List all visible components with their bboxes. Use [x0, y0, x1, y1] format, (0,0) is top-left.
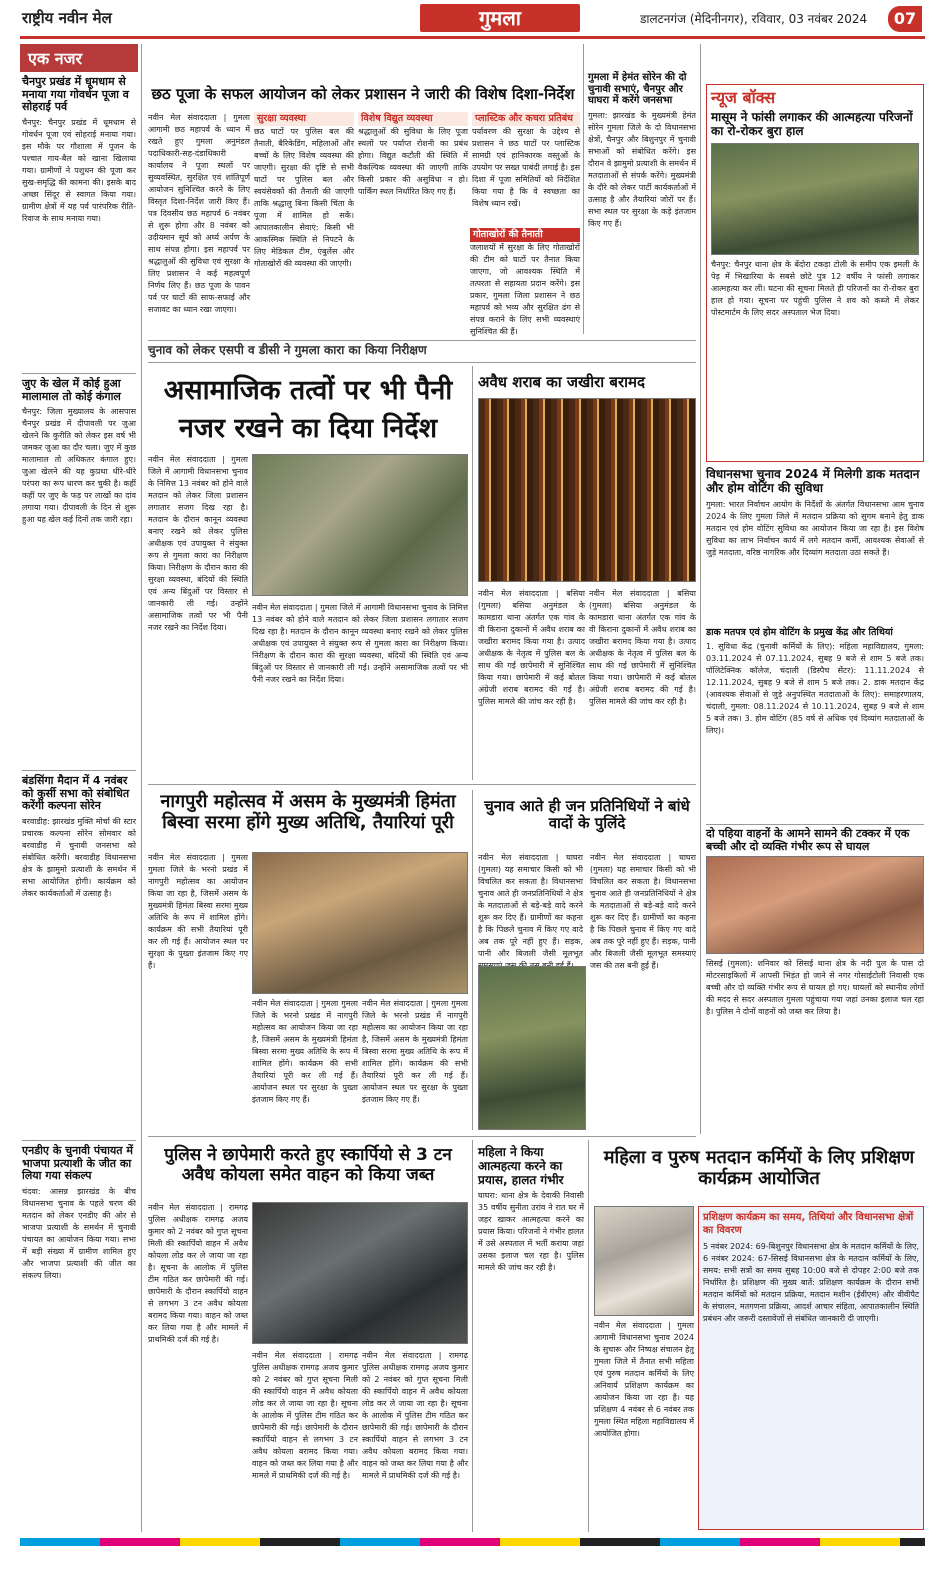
paper-name: राष्ट्रीय नवीन मेल: [22, 9, 112, 27]
prashikshan-box-title: प्रशिक्षण कार्यक्रम का समय, तिथियां और विधानसभा क्षेत्रों का विवरण: [703, 1212, 914, 1236]
hemant-story: [588, 72, 696, 334]
hemant-headline: गुमला में हेमंत सोरेन की दो चुनावी सभाएं, चैनपुर और घाघरा में करेंगे जनसभा: [588, 72, 687, 106]
takkar-story: [706, 828, 924, 1132]
top-story-sub1: [254, 112, 354, 336]
brief-body: चैनपुर: जिला मुख्यालय के आसपास चैनपुर प्रखंड में दीपावली पर जुआ खेलने कि कुरीति को लेकर इस वर्ष भी जमकर जुआ का दौर चला। जुए में कुछ मालामाल तो अधिकतर कंगाल हुए। जुआ खेलने की यह कुप्रथा धीरे-धीरे परंपरा का रूप धारण कर चुकी है। कहीं कहीं पर जुए के फड़ पर लाखों का दांव लगाया गया। दीपावली के दिन से शुरू हुआ यह खेल कई दिनों तक जारी रहा।: [22, 407, 136, 525]
top-story-body: नवीन मेल संवाददाता | गुमला आगामी छठ महापर्व के ध्यान में रखते हुए गुमला अनुमंडल पदाधिकारी-सह-दंडाधिकारी कार्यालय ने पूजा स्थलों पर सुव्यवस्थित, सुरक्षित एवं शांतिपूर्ण आयोजन सुनिश्चित करने के लिए विस्तृत दिशा-निर्देश जारी किए हैं। पत्र दिवसीय छठ महापर्व 6 नवंबर से शुरू होगा और 8 नवंबर को उदीयमान सूर्य को अर्घ्य अर्पण के साथ संपन्न होगा। इस महापर्व पर श्रद्धालुओं की सुविधा एवं सुरक्षा के लिए प्रशासन ने कई महत्वपूर्ण निर्णय लिए हैं। छठ पूजा के पावन पर्व पर घाटों की साफ-सफाई और सजावट का ध्यान रखा जाएगा।: [148, 113, 250, 314]
liquor-photo: [478, 398, 696, 582]
takkar-body: सिसई (गुमला): शनिवार को सिसई थाना क्षेत्र के नदी पुल के पास दो मोटरसाइकिलों में आपसी भिड़ंत हो जाने से नगर गोसाईटोली निवासी एक बच्ची और दो व्यक्ति गंभीर रूप से घायल हो गए। घायलों को स्थानीय लोगों की मदद से सदर अस्पताल गुमला पहुंचाया गया जहां उनका इलाज चल रहा है। पुलिस ने दोनों वाहनों को जब्त कर लिया है।: [706, 959, 924, 1017]
header-rule: [20, 36, 925, 39]
nagpuri-headline: नागपुरी महोत्सव में असम के मुख्यमंत्री हिमंता बिस्वा सरमा होंगे मुख्य अतिथि, तैयारियां पूरी: [160, 791, 456, 833]
nagpuri-body-cont2: नवीन मेल संवाददाता | गुमला गुमला जिले के भरनो प्रखंड में नागपुरी महोत्सव का आयोजन किया जा रहा है, जिसमें असम के मुख्यमंत्री हिमंता बिस्वा सरमा मुख्य अतिथि के रूप में शामिल होंगे। कार्यक्रम की सभी तैयारियां पूरी कर ली गई हैं। आयोजन स्थल पर सुरक्षा के पुख्ता इंतजाम किए गए हैं।: [362, 999, 468, 1104]
sharab-body: नवीन मेल संवाददाता | बसिया (गुमला) बसिया अनुमंडल के कामडारा थाना अंतर्गत एक गांव के वी किराना दुकानों में अवैध शराब का जखीरा बरामद किया गया है। उत्पाद अधीक्षक के नेतृत्व में पुलिस बल के साथ की गई छापेमारी में सुनिश्चित किया गया। छापेमारी में कई बोतल अंग्रेजी शराब बरामद की गई है। पुलिस मामले की जांच कर रही है।: [478, 589, 585, 706]
takkar-headline: दो पहिया वाहनों के आमने सामने की टक्कर में एक बच्ची और दो व्यक्ति गंभीर रूप से घायल: [706, 827, 910, 853]
page-number: 07: [888, 6, 922, 32]
aatmahatya-body: घाघरा: थाना क्षेत्र के देवाकी निवासी 35 वर्षीय सुनीता उरांव ने रात घर में जहर खाकर आत्महत्या करने का प्रयास किया। परिजनों ने गंभीर हालत में उसे अस्पताल में भर्ती कराया जहां उसका इलाज चल रहा है। पुलिस मामले की जांच कर रही है।: [478, 1191, 584, 1273]
top-story-sub4: [470, 228, 580, 336]
news-box-headline: मासूम ने फांसी लगाकर की आत्महत्या परिजनों का रो-रोकर बुरा हाल: [711, 110, 913, 139]
top-story-sub2: [358, 112, 468, 336]
prashikshan-box-body: 5 नवंबर 2024: 69-बिशुनपुर विधानसभा क्षेत्र के मतदान कर्मियों के लिए, 6 नवंबर 2024: 67-सिसई विधानसभा क्षेत्र के मतदान कर्मियों के लिए, समय: सभी सत्रों का समय सुबह 10:00 बजे से दोपहर 2:00 बजे तक निर्धारित है। प्रशिक्षण की मुख्य बातें: प्रशिक्षण कार्यक्रम के दौरान सभी मतदान कर्मियों को मतदान प्रक्रिया, मतदान मशीन (ईवीएम) और वीवीपैट के संचालन, मतगणना प्रक्रिया, आदर्श आचार संहिता, आपातकालीन स्थिति प्रबंधन और जरूरी दस्तावेजों से संबंधित जानकारी दी जाएगी।: [703, 1242, 919, 1323]
dak-story: [706, 468, 924, 820]
nagpuri-body-cont: नवीन मेल संवाददाता | गुमला गुमला जिले के भरनो प्रखंड में नागपुरी महोत्सव का आयोजन किया जा रहा है, जिसमें असम के मुख्यमंत्री हिमंता बिस्वा सरमा मुख्य अतिथि के रूप में शामिल होंगे। कार्यक्रम की सभी तैयारियां पूरी कर ली गई हैं। आयोजन स्थल पर सुरक्षा के पुख्ता इंतजाम किए गए हैं।: [252, 999, 358, 1104]
vaade-headline: चुनाव आते ही जन प्रतिनिधियों ने बांधे वादों के पुलिंदे: [484, 797, 690, 833]
asamajik-headline: असामाजिक तत्वों पर भी पैनी नजर रखने का दिया निर्देश: [163, 375, 453, 444]
news-box-label: न्यूज बॉक्स: [711, 88, 776, 107]
dateline: डालटनगंज (मेदिनीनगर), रविवार, 03 नवंबर 2024: [640, 12, 868, 26]
vaade-body-cont: नवीन मेल संवाददाता | घाघरा (गुमला) यह समाचार किसी को भी विचलित कर सकता है। विधानसभा चुनाव आते ही जनप्रतिनिधियों ने क्षेत्र के मतदाताओं से बड़े-बड़े वादे करने शुरू कर दिए हैं। ग्रामीणों का कहना है कि पिछले चुनाव में किए गए वादे अब तक पूरे नहीं हुए हैं। सड़क, पानी और बिजली जैसी मूलभूत समस्याएं जस की तस बनी हुई हैं।: [590, 853, 696, 970]
nagpuri-body: नवीन मेल संवाददाता | गुमला गुमला जिले के भरनो प्रखंड में नागपुरी महोत्सव का आयोजन किया जा रहा है, जिसमें असम के मुख्यमंत्री हिमंता बिस्वा सरमा मुख्य अतिथि के रूप में शामिल होंगे। कार्यक्रम की सभी तैयारियां पूरी कर ली गई हैं। आयोजन स्थल पर सुरक्षा के पुख्ता इंतजाम किए गए हैं।: [148, 853, 248, 970]
nagpuri-photo: [252, 852, 468, 994]
tree-photo: [711, 143, 919, 255]
sub-body: श्रद्धालुओं की सुविधा के लिए पूजा स्थलों पर पर्याप्त रोशनी का प्रबंध होगा। विद्युत कटौती की स्थिति में वैकल्पिक व्यवस्था की जाएगी ताकि किसी प्रकार की असुविधा न हो। पार्किंग स्थल निर्धारित किए गए हैं।: [358, 127, 468, 196]
news-box: [706, 84, 924, 462]
injury-photo: [706, 856, 924, 954]
aatmahatya-story: [478, 1146, 584, 1532]
sharab-body-cont: नवीन मेल संवाददाता | बसिया (गुमला) बसिया अनुमंडल के कामडारा थाना अंतर्गत एक गांव के वी किराना दुकानों में अवैध शराब का जखीरा बरामद किया गया है। उत्पाद अधीक्षक के नेतृत्व में पुलिस बल के साथ की गई छापेमारी में सुनिश्चित किया गया। छापेमारी में कई बोतल अंग्रेजी शराब बरामद की गई है। पुलिस मामले की जांच कर रही है।: [589, 589, 696, 706]
print-color-strip: [20, 1538, 925, 1546]
top-story-headline: छठ पूजा के सफल आयोजन को लेकर प्रशासन ने जारी की विशेष दिशा-निर्देश: [151, 85, 575, 103]
brief-headline: चैनपुर प्रखंड में धूमधाम से मनाया गया गोवर्धन पूजा व सोहराई पर्व: [22, 75, 129, 114]
koyla-headline: पुलिस ने छापेमारी करते हुए स्कार्पियो से 3 टन अवैध कोयला समेत वाहन को किया जब्त: [164, 1145, 452, 1185]
left-column: [20, 44, 138, 1532]
sub-title: गोताखोरों की तैनाती: [470, 228, 580, 242]
dak-sub-body: 1. सुविधा केंद्र (चुनावी कर्मियों के लिए): महिला महाविद्यालय, गुमला: 03.11.2024 से 07.11.2024, सुबह 9 बजे से शाम 5 बजे तक। पॉलिटेक्निक कॉलेज, चंदाली (डिस्पैच सेंटर): 11.11.2024 से 12.11.2024, सुबह 9 बजे से शाम 5 बजे तक। 2. डाक मतदान केंद्र (आवश्यक सेवाओं से जुड़े अनुपस्थित मतदाताओं के लिए): समाहरणालय, चंदाली, गुमला: 08.11.2024 से 10.11.2024, सुबह 9 बजे से शाम 5 बजे तक। 3. होम वोटिंग (85 वर्ष से अधिक एवं दिव्यांग मतदाताओं के लिए)।: [706, 641, 924, 735]
brief-headline: एनडीए के चुनावी पंचायत में भाजपा प्रत्याशी के जीत का लिया गया संकल्प: [22, 1144, 133, 1183]
brief-body: चंदवा: आसन्न झारखंड के बीच विधानसभा चुनाव के पहले चरण की मतदान को लेकर एनडीए की ओर से भाजपा प्रत्याशी के समर्थन में चुनावी पंचायत का आयोजन किया गया। सभा में बड़ी संख्या में ग्रामीण शामिल हुए और भाजपा प्रत्याशी की जीत का संकल्प लिया।: [22, 1187, 136, 1281]
sub-body: छठ घाटों पर पुलिस बल की तैनाती, बैरिकेडिंग, महिलाओं और बच्चों के लिए विशेष व्यवस्था की जाएगी। सुरक्षा की दृष्टि से सभी घाटों पर पुलिस बल और स्वयंसेवकों की तैनाती की जाएगी ताकि श्रद्धालु बिना किसी चिंता के पूजा में शामिल हो सकें। आपातकालीन सेवाएं: किसी भी आकस्मिक स्थिति से निपटने के लिए मेडिकल टीम, एंबुलेंस और गोताखोरों की व्यवस्था की जाएगी।: [254, 127, 354, 268]
ek-nazar-title: एक नजर: [20, 44, 138, 72]
brief-headline: जुए के खेल में कोई हुआ मालामाल तो कोई कंगाल: [22, 376, 121, 403]
news-box-body: चैनपुर: चैनपुर थाना क्षेत्र के बेंदोरा टकड़ा टोली के समीप एक इमली के पेड़ में भिखारिया के सबसे छोटे पुत्र 12 वर्षीय ने फांसी लगाकर आत्महत्या कर ली। घटना की सूचना मिलते ही परिजनों का रो-रोकर बुरा हाल हो गया। सूचना पर पहुंची पुलिस ने शव को कब्जे में लेकर पोस्टमार्टम के लिए सदर अस्पताल भेज दिया।: [711, 259, 919, 317]
scorpio-photo: [252, 1202, 468, 1344]
sharab-headline: अवैध शराब का जखीरा बरामद: [478, 373, 645, 391]
sub-title: सुरक्षा व्यवस्था: [254, 112, 354, 126]
brief-body: बरवाडीह: झारखंड मुक्ति मोर्चा की स्टार प्रचारक कल्पना सोरेन सोमवार को बरवाडीह में चुनावी जनसभा को संबोधित करेंगी। बरवाडीह विधानसभा क्षेत्र के झामुमो प्रत्याशी के समर्थन में सभा आयोजित होगी। कार्यक्रम को लेकर कार्यकर्ताओं में उत्साह है।: [22, 817, 136, 899]
aatmahatya-headline: महिला ने किया आत्महत्या करने का प्रयास, हालत गंभीर: [478, 1145, 564, 1187]
koyla-body-cont: नवीन मेल संवाददाता | रामगढ़ पुलिस अधीक्षक रामगढ़ अजय कुमार को 2 नवंबर को गुप्त सूचना मिली की स्कार्पियो वाहन में अवैध कोयला लोड कर ले जाया जा रहा है। सूचना के आलोक में पुलिस टीम गठित कर छापेमारी की गई। छापेमारी के दौरान स्कार्पियो वाहन से लगभग 3 टन अवैध कोयला बरामद किया गया। वाहन को जब्त कर लिया गया है और मामले में प्राथमिकी दर्ज की गई है।: [252, 1351, 358, 1480]
brief-body: चैनपुर: चैनपुर प्रखंड में धूमधाम से गोवर्धन पूजा एवं सोहराई मनाया गया। इस मौके पर गौशाला में पूजन के पश्चात गाय-बैल को खाना खिलाया गया। ग्रामीणों ने पशुधन की पूजा कर सुख-समृद्धि की कामना की। इसके बाद अच्छा सिंदूर से स्वागत किया गया। ग्रामीण क्षेत्रों में यह पर्व पारंपरिक रीति-रिवाज के साथ मनाया गया।: [22, 117, 136, 223]
sub-body: पर्यावरण की सुरक्षा के उद्देश्य से प्रशासन ने छठ घाटों पर प्लास्टिक सामग्री एवं हानिकारक वस्तुओं के उपयोग पर सख्त पाबंदी लगाई है। इस दिशा में पूजा समितियों को निर्देशित किया गया है कि वे स्वच्छता का विशेष ध्यान रखें।: [472, 127, 580, 208]
section-title: गुमला: [420, 4, 580, 32]
sub-title: प्लास्टिक और कचरा प्रतिबंध: [472, 112, 580, 126]
strip-note: चुनाव को लेकर एसपी व डीसी ने गुमला कारा का किया निरीक्षण: [148, 343, 427, 357]
evm-photo: [594, 1206, 694, 1316]
dak-headline: विधानसभा चुनाव 2024 में मिलेगी डाक मतदान और होम वोटिंग की सुविधा: [706, 467, 920, 495]
vaade-body: नवीन मेल संवाददाता | घाघरा (गुमला) यह समाचार किसी को भी विचलित कर सकता है। विधानसभा चुनाव आते ही जनप्रतिनिधियों ने क्षेत्र के मतदाताओं से बड़े-बड़े वादे करने शुरू कर दिए हैं। ग्रामीणों का कहना है कि पिछले चुनाव में किए गए वादे अब तक पूरे नहीं हुए हैं। सड़क, पानी और बिजली जैसी मूलभूत: [478, 853, 583, 958]
asamajik-body-cont: नवीन मेल संवाददाता | गुमला जिले में आगामी विधानसभा चुनाव के निमित्त 13 नवंबर को होने वाले मतदान को लेकर जिला प्रशासन लगातार सजग दिख रहा है। मतदान के दौरान कानून व्यवस्था बनाए रखने को लेकर पुलिस अधीक्षक एवं उपायुक्त ने संयुक्त रूप से गुमला कारा का निरीक्षण किया। निरीक्षण के दौरान कारा की सुरक्षा व्यवस्था, बंदियों की स्थिति एवं अन्य बिंदुओं पर विस्तार से जानकारी ली गई। उन्होंने असामाजिक तत्वों पर भी पैनी नजर रखने का निर्देश दिया।: [252, 603, 468, 684]
vaade-photo: [478, 966, 586, 1130]
dak-subhead: डाक मतपत्र एवं होम वोटिंग के प्रमुख केंद्र और तिथियां: [706, 626, 893, 638]
koyla-body: नवीन मेल संवाददाता | रामगढ़ पुलिस अधीक्षक रामगढ़ अजय कुमार को 2 नवंबर को गुप्त सूचना मिली की स्कार्पियो वाहन में अवैध कोयला लोड कर ले जाया जा रहा है। सूचना के आलोक में पुलिस टीम गठित कर छापेमारी की गई। छापेमारी के दौरान स्कार्पियो वाहन से लगभग 3 टन अवैध कोयला बरामद किया गया। वाहन को जब्त कर लिया गया है और मामले में प्राथमिकी दर्ज की गई है।: [148, 1203, 248, 1344]
prashikshan-box: [698, 1206, 924, 1530]
sub-body: जलाशयों में सुरक्षा के लिए गोताखोरों की टीम को घाटों पर तैनात किया जाएगा, जो आवश्यक स्थिति में तत्परता से सहायता प्रदान करेंगे। इस प्रकार, गुमला जिला प्रशासन ने छठ महापर्व को भव्य और सुरक्षित ढंग से संपन्न कराने के लिए सभी व्यवस्थाएं सुनिश्चित की हैं।: [470, 243, 580, 336]
sub-title: विशेष विद्युत व्यवस्था: [358, 112, 468, 126]
brief-headline: बंडसिंगा मैदान में 4 नवंबर को कुर्सी सभा को संबोधित करेंगी कल्पना सोरेन: [22, 774, 130, 813]
asamajik-body: नवीन मेल संवाददाता | गुमला जिले में आगामी विधानसभा चुनाव के निमित्त 13 नवंबर को होने वाले मतदान को लेकर जिला प्रशासन लगातार सजग दिख रहा है। मतदान के दौरान कानून व्यवस्था बनाए रखने को लेकर पुलिस अधीक्षक एवं उपायुक्त ने संयुक्त रूप से गुमला कारा का निरीक्षण किया। निरीक्षण के दौरान कारा की सुरक्षा व्यवस्था, बंदियों की स्थिति एवं अन्य बिंदुओं पर विस्तार से जानकारी ली गई। उन्होंने असामाजिक तत्वों पर भी पैनी नजर रखने का निर्देश दिया।: [148, 455, 248, 632]
prashikshan-body: नवीन मेल संवाददाता | गुमला आगामी विधानसभा चुनाव 2024 के सुचारू और निष्पक्ष संचालन हेतु गुमला जिले में तैनात सभी महिला एवं पुरुष मतदान कर्मियों के लिए अनिवार्य प्रशिक्षण कार्यक्रम का आयोजन किया जा रहा है। यह प्रशिक्षण 4 नवंबर से 6 नवंबर तक गुमला स्थित महिला महाविद्यालय में आयोजित होगा।: [594, 1321, 694, 1438]
dak-body: गुमला: भारत निर्वाचन आयोग के निर्देशों के अंतर्गत विधानसभा आम चुनाव 2024 के लिए गुमला जिले में मतदान प्रक्रिया को सुगम बनाने हेतु डाक मतदान एवं होम वोटिंग सुविधा का आयोजन किया जा रहा है। इस विशेष सुविधा का लाभ निर्वाचन कार्य में लगे मतदान कर्मी, आवश्यक सेवाओं से जुड़े मतदाता, वरिष्ठ नागरिक और दिव्यांग मतदाता उठा सकते हैं।: [706, 499, 924, 557]
prashikshan-headline: महिला व पुरुष मतदान कर्मियों के लिए प्रशिक्षण कार्यक्रम आयोजित: [603, 1147, 915, 1189]
hemant-body: गुमला: झारखंड के मुख्यमंत्री हेमंत सोरेन गुमला जिले के दो विधानसभा क्षेत्रों, चैनपुर और बिशुनपुर में चुनावी सभाओं को संबोधित करेंगे। इस दौरान वे झामुमो प्रत्याशी के समर्थन में मतदाताओं से संपर्क करेंगे। मुख्यमंत्री के दौरे को लेकर पार्टी कार्यकर्ताओं में उत्साह है और तैयारियां जोरों पर हैं। सभा स्थल पर सुरक्षा के कड़े इंतजाम किए गए हैं।: [588, 110, 696, 228]
inspection-photo: [252, 454, 468, 596]
koyla-body-cont2: नवीन मेल संवाददाता | रामगढ़ पुलिस अधीक्षक रामगढ़ अजय कुमार को 2 नवंबर को गुप्त सूचना मिली की स्कार्पियो वाहन में अवैध कोयला लोड कर ले जाया जा रहा है। सूचना के आलोक में पुलिस टीम गठित कर छापेमारी की गई। छापेमारी के दौरान स्कार्पियो वाहन से लगभग 3 टन अवैध कोयला बरामद किया गया। वाहन को जब्त कर लिया गया है और मामले में प्राथमिकी दर्ज की गई है।: [362, 1351, 468, 1480]
